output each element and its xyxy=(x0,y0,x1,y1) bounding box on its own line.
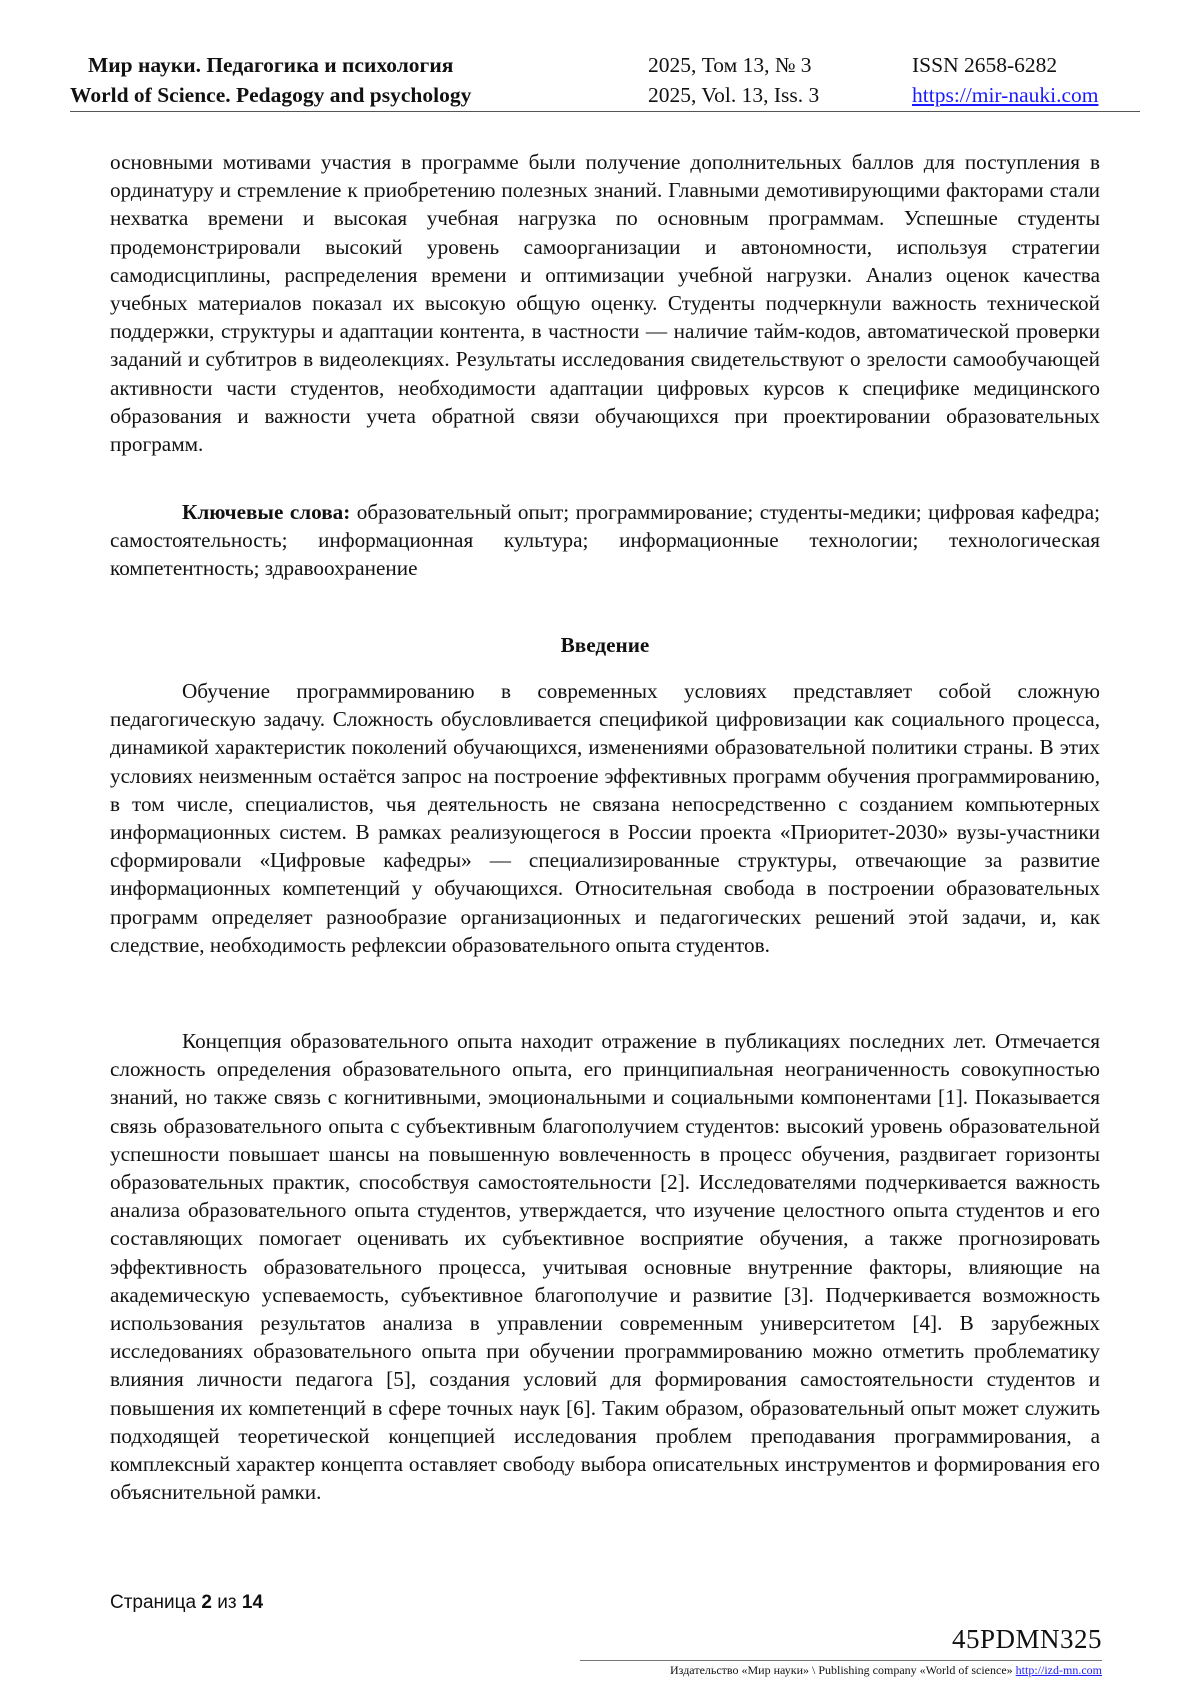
journal-url-link[interactable]: https://mir-nauki.com xyxy=(912,83,1099,107)
paragraph-text: Обучение программированию в современных условиях представляет собой сложную педагогическую задачу. Сложность обусловливается спецификой цифровизации как социального процесса, динамикой характеристик поколений обучающихся, изменениями образовательной политики страны. В этих условиях неизменным остаётся запрос на построение эффективных программ обучения программированию, в том числе, специалистов, чья деятельность не связана непосредственно с созданием компьютерных информационных систем. В рамках реализующегося в России проекта «Приоритет-2030» вузы-участники сформировали «Цифровые кафедры» — специализированные структуры, отвечающие за развитие информационных компетенций у обучающихся. Относительная свобода в построении образовательных программ определяет разнообразие организационных и педагогических решений этой задачи, и, как следствие, необходимость рефлексии образовательного опыта студентов. xyxy=(110,679,1100,957)
abstract-continuation xyxy=(110,148,1100,458)
journal-title-en: World of Science. Pedagogy and psychology xyxy=(70,83,472,107)
paragraph-text: Концепция образовательного опыта находит отражение в публикациях последних лет. Отмечается сложность определения образовательного опыта, его принципиальная неограниченность совокупностью знаний, но также связь с когнитивными, эмоциональными и социальными компонентами [1]. Показывается связь образовательного опыта с субъективным благополучием студентов: высокий уровень образовательной успешности повышает шансы на повышенную вовлеченность в процесс обучения, раздвигает горизонты образовательных практик, способствуя самостоятельности [2]. Исследователями подчеркивается важность анализа образовательного опыта студентов, утверждается, что изучение целостного опыта студентов и его составляющих помогает оценивать их субъективное восприятие обучения, а также прогнозировать эффективность образовательного процесса, учитывая основные внутренние факторы, влияющие на академическую успеваемость, субъективное благополучие и развитие [3]. Подчеркивается возможность использования результатов анализа в управлении современным университетом [4]. В зарубежных исследованиях образовательного опыта при обучении программированию можно отметить проблематику влияния личности педагога [5], создания условий для формирования самостоятельности студентов и повышения их компетенций в сфере точных наук [6]. Таким образом, образовательный опыт может служить подходящей теоретической концепцией исследования проблем преподавания программирования, а комплексный характер концепта оставляет свободу выбора описательных инструментов и формирования его объяснительной рамки. xyxy=(110,1029,1100,1505)
page-header xyxy=(70,50,1140,112)
publisher-url-link[interactable]: http://izd-mn.com xyxy=(1015,1663,1102,1677)
publisher-text: Издательство «Мир науки» \ Publishing company «World of science» xyxy=(670,1663,1016,1677)
publisher-line xyxy=(670,1663,1102,1678)
section-title: Введение xyxy=(560,633,650,657)
issue-en: 2025, Vol. 13, Iss. 3 xyxy=(648,83,820,107)
issn: ISSN 2658-6282 xyxy=(912,53,1058,77)
keywords-text: образовательный опыт; программирование; студенты-медики; цифровая кафедра; самостоятельность; информационная культура; информационные технологии; технологическая компетентность; здравоохранение xyxy=(110,500,1100,581)
intro-paragraph-2 xyxy=(110,1027,1100,1506)
page-of: из xyxy=(211,1592,242,1613)
page-prefix: Страница xyxy=(110,1592,202,1613)
footer-divider xyxy=(580,1660,1102,1661)
document-code: 45PDMN325 xyxy=(951,1624,1102,1654)
keywords-paragraph xyxy=(110,498,1100,583)
issue-ru: 2025, Том 13, № 3 xyxy=(648,53,812,77)
journal-title-ru: Мир науки. Педагогика и психология xyxy=(88,53,454,77)
page-total: 14 xyxy=(241,1592,264,1613)
page-current: 2 xyxy=(201,1592,212,1613)
header-divider xyxy=(70,111,1140,112)
keywords-label: Ключевые слова: xyxy=(182,500,351,524)
intro-paragraph-1 xyxy=(110,677,1100,959)
abstract-text: основными мотивами участия в программе были получение дополнительных баллов для поступления в ординатуру и стремление к приобретению полезных знаний. Главными демотивирующими факторами стали нехватка времени и высокая учебная нагрузка по основным программам. Успешные студенты продемонстрировали высокий уровень самоорганизации и автономности, используя стратегии самодисциплины, распределения времени и оптимизации учебной нагрузки. Анализ оценок качества учебных материалов показал их высокую общую оценку. Студенты подчеркнули важность технической поддержки, структуры и адаптации контента, в частности — наличие тайм-кодов, автоматической проверки заданий и субтитров в видеолекциях. Результаты исследования свидетельствуют о зрелости самообучающей активности части студентов, необходимости адаптации цифровых курсов к специфике медицинского образования и важности учета обратной связи обучающихся при проектировании образовательных программ. xyxy=(110,150,1100,457)
page-number xyxy=(110,1592,263,1614)
